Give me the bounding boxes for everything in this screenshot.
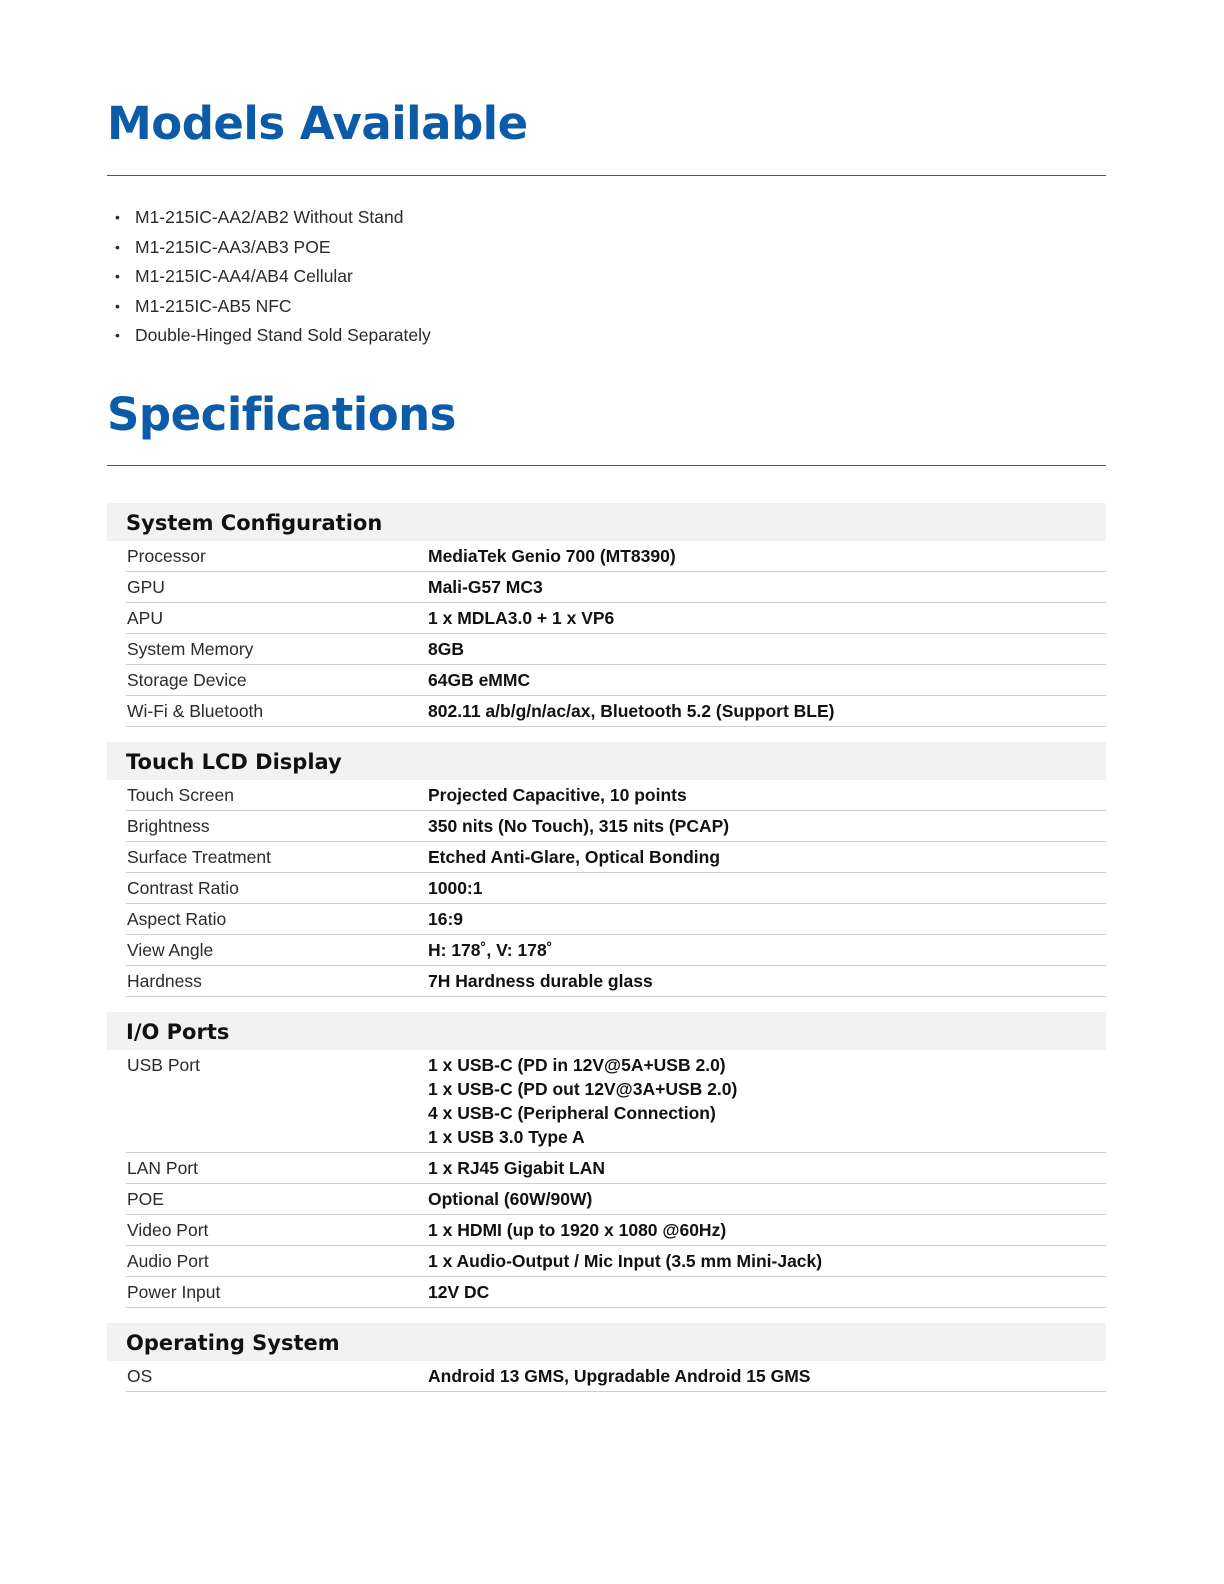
spec-value-line: MediaTek Genio 700 (MT8390) xyxy=(428,546,676,566)
spec-row xyxy=(126,904,1106,935)
model-item-text: M1-215IC-AA3/AB3 POE xyxy=(135,236,331,257)
model-item-text: Double-Hinged Stand Sold Separately xyxy=(135,325,431,346)
spec-label: Power Input xyxy=(127,1282,221,1302)
models-divider xyxy=(107,175,1106,176)
spec-row xyxy=(126,811,1106,842)
spec-value-line: 12V DC xyxy=(428,1282,490,1302)
spec-row xyxy=(126,873,1106,904)
spec-row xyxy=(126,1153,1106,1184)
bullet-icon: • xyxy=(115,297,120,314)
spec-row xyxy=(126,1215,1106,1246)
spec-value-line: Optional (60W/90W) xyxy=(428,1189,593,1209)
spec-value xyxy=(428,634,1106,664)
spec-value xyxy=(428,1050,1106,1152)
spec-row xyxy=(126,1361,1106,1392)
spec-value xyxy=(428,873,1106,903)
spec-label: System Memory xyxy=(127,639,254,659)
spec-value xyxy=(428,811,1106,841)
spec-value xyxy=(428,572,1106,602)
bullet-icon: • xyxy=(115,327,120,344)
spec-label: Contrast Ratio xyxy=(127,878,239,898)
spec-label: USB Port xyxy=(127,1055,200,1075)
spec-value xyxy=(428,665,1106,695)
spec-value-line: Mali-G57 MC3 xyxy=(428,577,543,597)
spec-value xyxy=(428,1361,1106,1391)
spec-label: Wi-Fi & Bluetooth xyxy=(127,701,264,721)
spec-row xyxy=(126,603,1106,634)
spec-label: Audio Port xyxy=(127,1251,209,1271)
spec-label: LAN Port xyxy=(127,1158,198,1178)
spec-value-line: 64GB eMMC xyxy=(428,670,531,690)
specifications-title: Specifications xyxy=(107,388,456,441)
models-title: Models Available xyxy=(107,97,528,150)
model-item-text: M1-215IC-AA2/AB2 Without Stand xyxy=(135,207,404,227)
spec-row xyxy=(126,634,1106,665)
spec-value-line: 350 nits (No Touch), 315 nits (PCAP) xyxy=(428,816,730,836)
spec-row xyxy=(126,572,1106,603)
spec-label: Processor xyxy=(127,546,206,566)
spec-section xyxy=(107,503,1106,727)
specifications-divider xyxy=(107,465,1106,466)
spec-value xyxy=(428,966,1106,996)
spec-value xyxy=(428,935,1106,965)
spec-value xyxy=(428,1153,1106,1183)
model-item xyxy=(107,321,431,351)
spec-row xyxy=(126,935,1106,966)
spec-label: Aspect Ratio xyxy=(127,909,227,929)
spec-rows xyxy=(126,541,1106,727)
spec-row xyxy=(126,1277,1106,1308)
spec-value-line: 16:9 xyxy=(428,909,464,929)
spec-section xyxy=(107,1323,1106,1392)
models-list xyxy=(107,203,431,351)
spec-row xyxy=(126,541,1106,572)
spec-value-line: 7H Hardness durable glass xyxy=(428,971,653,991)
spec-row xyxy=(126,780,1106,811)
section-gap xyxy=(107,997,1106,1012)
spec-label: Touch Screen xyxy=(127,785,235,805)
spec-value-line: Etched Anti-Glare, Optical Bonding xyxy=(428,847,721,867)
spec-table xyxy=(107,503,1106,1392)
spec-value-line: Android 13 GMS, Upgradable Android 15 GMS xyxy=(428,1366,811,1386)
spec-row xyxy=(126,842,1106,873)
spec-value xyxy=(428,842,1106,872)
spec-label: View Angle xyxy=(127,940,214,960)
spec-row xyxy=(126,1050,1106,1153)
spec-value xyxy=(428,541,1106,571)
spec-value xyxy=(428,904,1106,934)
model-item-text: M1-215IC-AA4/AB4 Cellular xyxy=(135,266,353,287)
spec-label: APU xyxy=(127,608,163,628)
spec-label: Video Port xyxy=(127,1220,209,1240)
spec-rows xyxy=(126,1050,1106,1308)
spec-value xyxy=(428,696,1106,726)
model-item xyxy=(107,203,431,233)
spec-label: POE xyxy=(127,1189,164,1209)
spec-value-line: 1 x USB-C (PD out 12V@3A+USB 2.0) xyxy=(428,1079,738,1099)
spec-section xyxy=(107,1012,1106,1308)
section-heading: System Configuration xyxy=(107,503,1106,541)
spec-label: Hardness xyxy=(127,971,202,991)
bullet-icon: • xyxy=(115,268,120,285)
bullet-icon: • xyxy=(115,238,120,255)
spec-label: Surface Treatment xyxy=(127,847,271,867)
model-item xyxy=(107,262,431,292)
spec-value-line: 1 x USB 3.0 Type A xyxy=(428,1127,585,1147)
spec-label: GPU xyxy=(127,577,165,597)
section-gap xyxy=(107,727,1106,742)
spec-value xyxy=(428,603,1106,633)
spec-row xyxy=(126,1184,1106,1215)
spec-value xyxy=(428,1215,1106,1245)
spec-label: OS xyxy=(127,1366,153,1386)
spec-value xyxy=(428,1184,1106,1214)
spec-row xyxy=(126,696,1106,727)
spec-label: Storage Device xyxy=(127,670,247,690)
spec-rows xyxy=(126,780,1106,997)
spec-value-line: 1 x Audio-Output / Mic Input (3.5 mm Mini-Jack) xyxy=(428,1251,823,1271)
spec-row xyxy=(126,665,1106,696)
spec-value xyxy=(428,1277,1106,1307)
spec-value-line: 1 x HDMI (up to 1920 x 1080 @60Hz) xyxy=(428,1220,727,1240)
spec-value-line: 1000:1 xyxy=(428,878,483,898)
spec-row xyxy=(126,966,1106,997)
spec-value-line: 1 x USB-C (PD in 12V@5A+USB 2.0) xyxy=(428,1055,726,1075)
spec-value-line: Projected Capacitive, 10 points xyxy=(428,785,687,805)
spec-value-line: 802.11 a/b/g/n/ac/ax, Bluetooth 5.2 (Support BLE) xyxy=(428,701,835,721)
spec-section xyxy=(107,742,1106,997)
section-heading: Operating System xyxy=(107,1323,1106,1361)
section-heading: Touch LCD Display xyxy=(107,742,1106,780)
spec-value xyxy=(428,780,1106,810)
spec-value-line: H: 178˚, V: 178˚ xyxy=(428,940,553,960)
section-heading: I/O Ports xyxy=(107,1012,1106,1050)
spec-value-line: 4 x USB-C (Peripheral Connection) xyxy=(428,1103,716,1123)
bullet-icon: • xyxy=(115,209,120,225)
model-item xyxy=(107,233,431,263)
spec-label: Brightness xyxy=(127,816,210,836)
spec-value-line: 1 x MDLA3.0 + 1 x VP6 xyxy=(428,608,615,628)
model-item-text: M1-215IC-AB5 NFC xyxy=(135,295,292,316)
model-item xyxy=(107,292,431,322)
spec-value-line: 8GB xyxy=(428,639,464,659)
section-gap xyxy=(107,1308,1106,1323)
spec-value xyxy=(428,1246,1106,1276)
spec-rows xyxy=(126,1361,1106,1392)
spec-row xyxy=(126,1246,1106,1277)
spec-value-line: 1 x RJ45 Gigabit LAN xyxy=(428,1158,605,1178)
